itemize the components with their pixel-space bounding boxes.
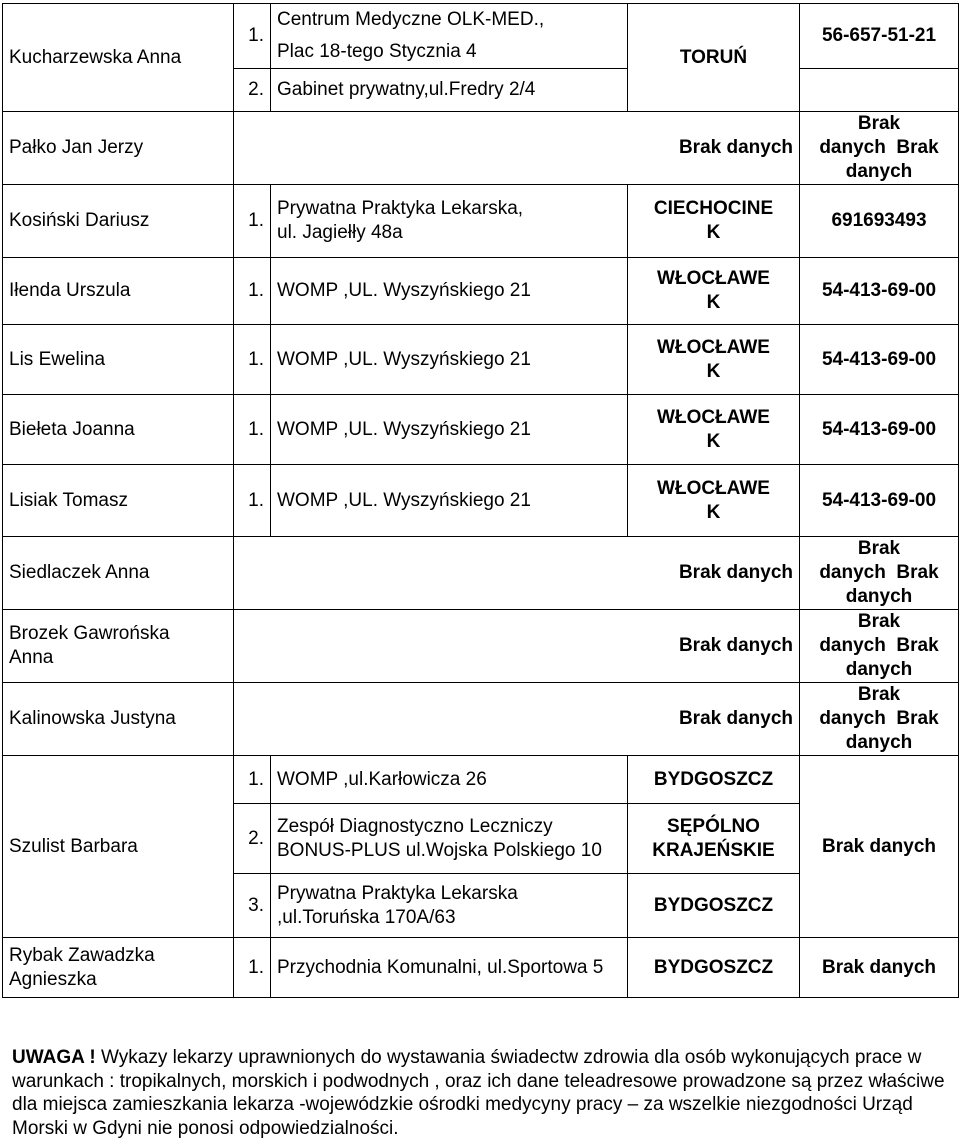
phone-number: Brak danych [800,756,959,938]
no-data: Brak danych Brak danych [800,112,959,185]
location-city: SĘPÓLNO KRAJEŃSKIE [628,804,800,874]
disclaimer-text: Wykazy lekarzy uprawnionych do wystawania świadectw zdrowia dla osób wykonujących prace w warunkach : tropikalnych, morskich i podwodnych , oraz ich dane teleadresowe prowadzone są przez właściwe dla miejsca zamieszkania lekarza -wojewódzkie ośrodki medycyny pracy – za wszelkie niezgodności Urząd Morski w Gdyni nie ponosi odpowiedzialności. [12,1047,945,1139]
phone-number: 54-413-69-00 [800,325,959,395]
location-city: BYDGOSZCZ [628,756,800,804]
location-city: WŁOCŁAWE K [628,258,800,325]
location-address: Centrum Medyczne OLK-MED., Plac 18-tego Stycznia 4 [271,4,628,69]
location-address: WOMP ,ul.Karłowicza 26 [271,756,628,804]
location-number: 1. [234,465,271,537]
location-address: Prywatna Praktyka Lekarska, ul. Jagiełły 48a [271,185,628,258]
table-row [3,185,959,258]
location-address: Gabinet prywatny,ul.Fredry 2/4 [271,69,628,112]
location-address: WOMP ,UL. Wyszyńskiego 21 [271,395,628,465]
phone-number: 54-413-69-00 [800,465,959,537]
warning-label: UWAGA ! [12,1047,96,1068]
phone-number: 54-413-69-00 [800,258,959,325]
location-number: 3. [234,874,271,938]
table-row [3,683,959,756]
empty-cell [800,69,959,112]
doctor-name: Iłenda Urszula [3,258,234,325]
doctor-name: Siedlaczek Anna [3,537,234,610]
doctor-name: Kosiński Dariusz [3,185,234,258]
table-row [3,938,959,998]
doctor-name: Lis Ewelina [3,325,234,395]
location-number: 1. [234,4,271,69]
doctor-name: Kalinowska Justyna [3,683,234,756]
doctor-name: Lisiak Tomasz [3,465,234,537]
location-address: Prywatna Praktyka Lekarska ,ul.Toruńska 170A/63 [271,874,628,938]
location-address: WOMP ,UL. Wyszyńskiego 21 [271,465,628,537]
doctor-name: Kucharzewska Anna [3,4,234,112]
table-row [3,610,959,683]
no-data: Brak danych Brak danych [800,537,959,610]
table-row [3,465,959,537]
no-data: Brak danych Brak danych [800,683,959,756]
table-row [3,4,959,69]
phone-number: 56-657-51-21 [800,4,959,69]
no-data: Brak danych [234,112,800,185]
location-number: 1. [234,325,271,395]
table-row [3,112,959,185]
table-row [3,537,959,610]
no-data: Brak danych Brak danych [800,610,959,683]
table-row [3,258,959,325]
location-number: 1. [234,395,271,465]
table-row [3,325,959,395]
location-address: Przychodnia Komunalni, ul.Sportowa 5 [271,938,628,998]
location-number: 1. [234,756,271,804]
location-number: 1. [234,938,271,998]
location-address: WOMP ,UL. Wyszyńskiego 21 [271,258,628,325]
doctor-name: Rybak Zawadzka Agnieszka [3,938,234,998]
doctor-name: Szulist Barbara [3,756,234,938]
phone-number: Brak danych [800,938,959,998]
location-number: 1. [234,258,271,325]
location-address: WOMP ,UL. Wyszyńskiego 21 [271,325,628,395]
location-address: Zespół Diagnostyczno Leczniczy BONUS-PLUS ul.Wojska Polskiego 10 [271,804,628,874]
location-city: CIECHOCINE K [628,185,800,258]
location-number: 2. [234,804,271,874]
no-data: Brak danych [234,683,800,756]
phone-number: 691693493 [800,185,959,258]
doctor-name: Biełeta Joanna [3,395,234,465]
disclaimer-note [12,1046,952,1140]
doctor-name: Pałko Jan Jerzy [3,112,234,185]
location-city: TORUŃ [628,4,800,112]
table-row [3,756,959,804]
doctors-table [2,3,959,998]
location-city: BYDGOSZCZ [628,874,800,938]
location-number: 1. [234,185,271,258]
location-city: WŁOCŁAWE K [628,465,800,537]
doctor-name: Brozek Gawrońska Anna [3,610,234,683]
location-city: BYDGOSZCZ [628,938,800,998]
table-row [3,395,959,465]
location-city: WŁOCŁAWE K [628,325,800,395]
location-city: WŁOCŁAWE K [628,395,800,465]
location-number: 2. [234,69,271,112]
no-data: Brak danych [234,610,800,683]
phone-number: 54-413-69-00 [800,395,959,465]
no-data: Brak danych [234,537,800,610]
